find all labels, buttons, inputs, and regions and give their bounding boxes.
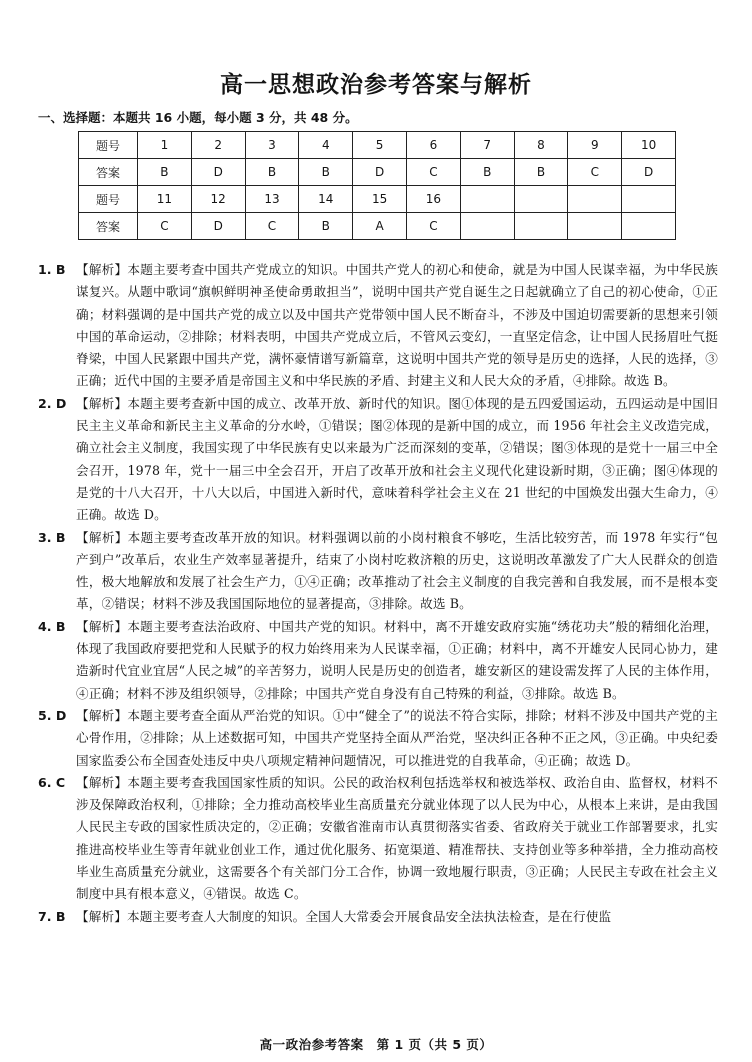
item-text: 本题主要考查我国国家性质的知识。公民的政治权利包括选举权和被选举权、政治自由、监督权，材料不涉及保障政治权利，①排除；全力推动高校毕业生高质量充分就业体现了以人民为中心，从根本上来讲，是由我国人民民主专政的国家性质决定的，②正确；安徽省淮南市认真贯彻落实省委、省政府关于就业工作部署要求，扎实推进高校毕业生等青年就业创业工作，通过优化服务、拓宽渠道、精准帮扶、支持创业等多种举措，全力推动高校毕业生高质量充分就业，这需要各个有关部门分工合作，协调一致地履行职责，③正确；人民民主专政在社会主义制度中具有根本意义，④错误。故选 C。 bbox=[76, 774, 718, 902]
item-number: 6. C bbox=[38, 774, 66, 790]
item-text: 本题主要考查法治政府、中国共产党的知识。材料中，离不开雄安政府实施“绣花功夫”般的精细化治理，体现了我国政府要把党和人民赋予的权力始终用来为人民谋幸福，①正确；材料中，离不开雄安人民同心协力，建造新时代宜业宜居“人民之城”的辛苦努力，说明人民是历史的创造者，雄安新区的建设需发挥了人民的主体作用，④正确；材料不涉及组织领导，②排除；中国共产党自身没有自己特殊的利益，③排除。故选 B。 bbox=[76, 618, 718, 701]
table-cell: 7 bbox=[460, 132, 514, 159]
item-number: 2. D bbox=[38, 395, 67, 411]
page-title: 高一思想政治参考答案与解析 bbox=[220, 72, 532, 98]
table-cell bbox=[568, 186, 622, 213]
table-cell: 10 bbox=[622, 132, 676, 159]
table-cell: 2 bbox=[191, 132, 245, 159]
table-cell: D bbox=[191, 213, 245, 240]
item-number: 1. B bbox=[38, 262, 66, 277]
table-cell: 15 bbox=[353, 186, 407, 213]
table-cell: 6 bbox=[406, 132, 460, 159]
table-cell: B bbox=[514, 159, 568, 186]
item-tag: 【解析】 bbox=[76, 707, 128, 723]
list-item bbox=[38, 259, 718, 393]
list-item bbox=[38, 393, 718, 527]
table-cell: D bbox=[191, 159, 245, 186]
table-row bbox=[79, 132, 676, 159]
list-item bbox=[38, 906, 718, 928]
page-footer: 高一政治参考答案 第 1 页（共 5 页） bbox=[259, 1037, 493, 1052]
table-cell bbox=[514, 186, 568, 213]
table-cell: 13 bbox=[245, 186, 299, 213]
table-cell: C bbox=[138, 213, 192, 240]
table-cell: B bbox=[460, 159, 514, 186]
table-cell bbox=[568, 213, 622, 240]
table-cell: C bbox=[568, 159, 622, 186]
list-item bbox=[38, 616, 718, 705]
item-number: 5. D bbox=[38, 707, 67, 723]
table-cell: B bbox=[245, 159, 299, 186]
table-cell bbox=[460, 186, 514, 213]
table-row-label: 题号 bbox=[79, 186, 138, 213]
item-body bbox=[76, 393, 718, 527]
table-cell: 4 bbox=[299, 132, 353, 159]
table-cell: 11 bbox=[138, 186, 192, 213]
table-row bbox=[79, 159, 676, 186]
item-number: 7. B bbox=[38, 908, 66, 924]
explanation-list bbox=[38, 259, 718, 928]
item-number: 4. B bbox=[38, 618, 66, 634]
table-cell bbox=[460, 213, 514, 240]
table-cell: A bbox=[353, 213, 407, 240]
item-tag: 【解析】 bbox=[76, 395, 128, 411]
table-cell bbox=[622, 213, 676, 240]
table-cell: 8 bbox=[514, 132, 568, 159]
item-text: 本题主要考查改革开放的知识。材料强调以前的小岗村粮食不够吃，生活比较穷苦，而 1978 年实行“包产到户”改革后，农业生产效率显著提升，结束了小岗村吃救济粮的历史，这说明改革激发了广大人民群众的创造性，极大地解放和发展了社会生产力，①④正确；改革推动了社会主义制度的自我完善和自我发展，而不是根本变革，②错误；材料不涉及我国国际地位的显著提高，③排除。故选 B。 bbox=[76, 529, 718, 612]
list-item bbox=[38, 527, 718, 616]
table-row bbox=[79, 213, 676, 240]
table-cell: 16 bbox=[406, 186, 460, 213]
table-cell: 3 bbox=[245, 132, 299, 159]
table-cell: B bbox=[299, 159, 353, 186]
item-body bbox=[76, 772, 718, 906]
table-cell: B bbox=[138, 159, 192, 186]
table-cell: 1 bbox=[138, 132, 192, 159]
item-body bbox=[76, 616, 718, 705]
item-text: 本题主要考查新中国的成立、改革开放、新时代的知识。图①体现的是五四爱国运动，五四运动是中国旧民主主义革命和新民主主义革命的分水岭，①错误；图②体现的是新中国的成立，而 1956 年社会主义改造完成，确立社会主义制度，我国实现了中华民族有史以来最为广泛而深刻的变革，②错误；图③体现的是党十一届三中全会召开，1978 年，党十一届三中全会召开，开启了改革开放和社会主义现代化建设新时期，③正确；图④体现的是党的十八大召开，十八大以后，中国进入新时代，意味着科学社会主义在 21 世纪的中国焕发出强大生命力，④正确。故选 D。 bbox=[76, 395, 718, 523]
section-heading: 一、选择题：本题共 16 小题，每小题 3 分，共 48 分。 bbox=[38, 110, 358, 125]
table-row-label: 答案 bbox=[79, 213, 138, 240]
table-cell bbox=[514, 213, 568, 240]
table-cell bbox=[622, 186, 676, 213]
item-body bbox=[76, 705, 718, 772]
table-cell: C bbox=[245, 213, 299, 240]
answer-table bbox=[78, 131, 676, 240]
table-cell: B bbox=[299, 213, 353, 240]
item-body bbox=[76, 259, 718, 393]
item-body bbox=[76, 527, 718, 616]
item-text: 本题主要考查全面从严治党的知识。①中“健全了”的说法不符合实际，排除；材料不涉及中国共产党的主心骨作用，②排除；从上述数据可知，中国共产党坚持全面从严治党，坚决纠正各种不正之风，③正确。中央纪委国家监委公布全国查处违反中央八项规定精神问题情况，可以推进党的自我革命，④正确；故选 D。 bbox=[76, 707, 718, 768]
table-row-label: 答案 bbox=[79, 159, 138, 186]
list-item bbox=[38, 705, 718, 772]
item-tag: 【解析】 bbox=[76, 774, 128, 790]
table-cell: 12 bbox=[191, 186, 245, 213]
item-tag: 【解析】 bbox=[76, 529, 128, 545]
table-cell: D bbox=[353, 159, 407, 186]
list-item bbox=[38, 772, 718, 906]
item-text: 本题主要考查中国共产党成立的知识。中国共产党人的初心和使命，就是为中国人民谋幸福，为中华民族谋复兴。从题中歌词“旗帜鲜明神圣使命勇敢担当”，说明中国共产党自诞生之日起就确立了自己的初心使命，①正确；材料强调的是中国共产党的成立以及中国共产党带领中国人民不断奋斗，不涉及中国迫切需要新的思想来引领中国的革命运动，②排除；材料表明，中国共产党成立后，不管风云变幻，一直坚定信念，让中国人民扬眉吐气挺脊梁，中国人民紧跟中国共产党，满怀豪情谱写新篇章，这说明中国共产党的领导是历史的选择，人民的选择，③正确；近代中国的主要矛盾是帝国主义和中华民族的矛盾、封建主义和人民大众的矛盾，④排除。故选 B。 bbox=[76, 262, 718, 389]
table-cell: 14 bbox=[299, 186, 353, 213]
item-tag: 【解析】 bbox=[76, 262, 128, 277]
item-tag: 【解析】 bbox=[76, 618, 128, 634]
item-text: 本题主要考查人大制度的知识。全国人大常委会开展食品安全法执法检查，是在行使监 bbox=[126, 908, 612, 924]
table-row bbox=[79, 186, 676, 213]
table-cell: C bbox=[406, 159, 460, 186]
item-body bbox=[76, 906, 718, 928]
table-cell: C bbox=[406, 213, 460, 240]
item-tag: 【解析】 bbox=[76, 908, 127, 924]
table-cell: 5 bbox=[353, 132, 407, 159]
item-number: 3. B bbox=[38, 529, 66, 545]
table-row-label: 题号 bbox=[79, 132, 138, 159]
table-cell: 9 bbox=[568, 132, 622, 159]
table-cell: D bbox=[622, 159, 676, 186]
